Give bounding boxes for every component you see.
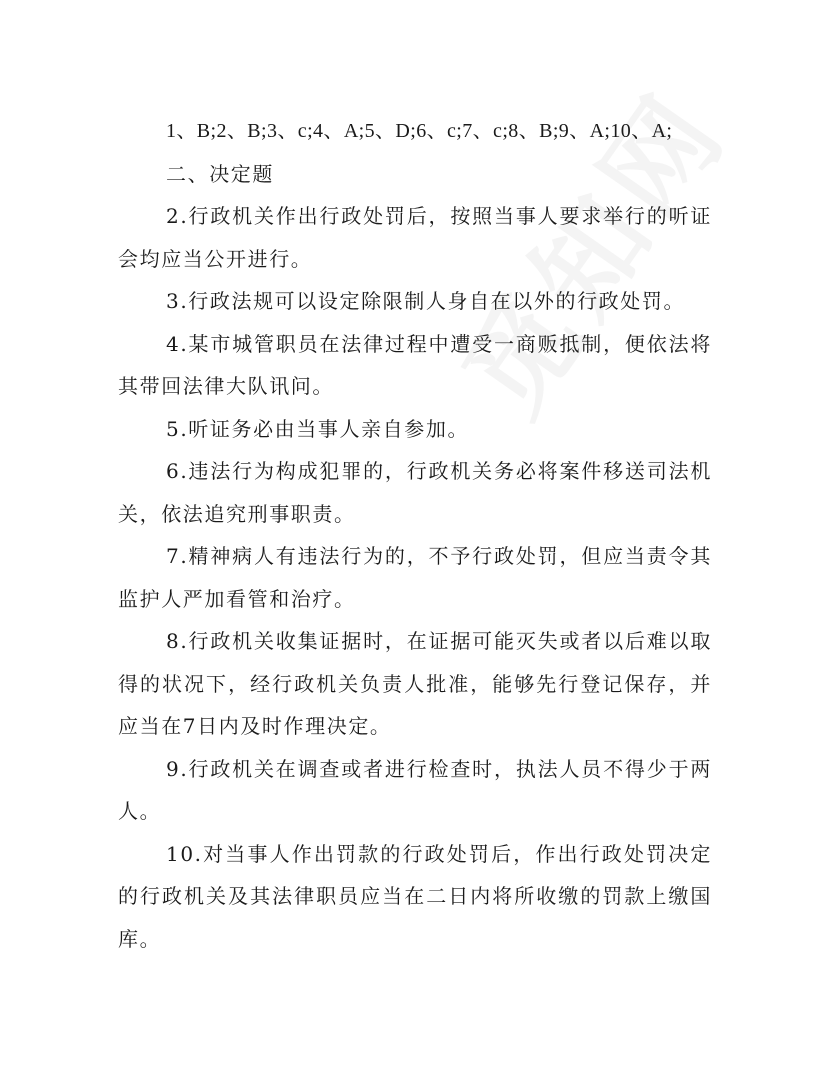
- question-line: 关，依法追究刑事职责。: [118, 501, 356, 526]
- section-title: 二、决定题: [166, 161, 274, 186]
- document-body: [118, 110, 712, 960]
- question-line: 库。: [118, 926, 162, 951]
- question-line: 3.行政法规可以设定除限制人身自在以外的行政处罚。: [166, 289, 686, 313]
- question-line: 人。: [118, 799, 162, 823]
- question-line: 9.行政机关在调查或者进行检查时，执法人员不得少于两: [166, 756, 712, 781]
- question-item: [118, 323, 712, 408]
- question-line: 4.某市城管职员在法律过程中遭受一商贩抵制，便依法将: [166, 331, 712, 356]
- question-item: [118, 620, 712, 748]
- question-line: 监护人严加看管和治疗。: [118, 586, 356, 611]
- question-line: 7.精神病人有违法行为的，不予行政处罚，但应当责令其: [166, 544, 712, 568]
- answers-line: 1、B;2、B;3、c;4、A;5、D;6、c;7、c;8、B;9、A;10、A;: [166, 120, 673, 142]
- question-line: 其带回法律大队讯问。: [118, 374, 334, 398]
- question-item: [118, 748, 712, 833]
- question-line: 10.对当事人作出罚款的行政处罚后，作出行政处罚决定: [166, 841, 712, 866]
- question-line: 得的状况下，经行政机关负责人批准，能够先行登记保存，并: [118, 671, 712, 696]
- question-line: 6.违法行为构成犯罪的，行政机关务必将案件移送司法机: [166, 459, 712, 483]
- question-item: [118, 535, 712, 620]
- question-line: 应当在7日内及时作理决定。: [118, 714, 392, 738]
- question-item: [118, 450, 712, 535]
- question-item: [118, 408, 712, 451]
- question-item: [118, 195, 712, 280]
- question-line: 会均应当公开进行。: [118, 246, 313, 271]
- question-line: 5.听证务必由当事人亲自参加。: [166, 416, 470, 441]
- question-line: 2.行政机关作出行政处罚后，按照当事人要求举行的听证: [166, 204, 712, 228]
- question-line: 8.行政机关收集证据时，在证据可能灭失或者以后难以取: [166, 629, 712, 653]
- question-line: 的行政机关及其法律职员应当在二日内将所收缴的罚款上缴国: [118, 884, 712, 908]
- question-item: [118, 280, 712, 323]
- question-item: [118, 833, 712, 961]
